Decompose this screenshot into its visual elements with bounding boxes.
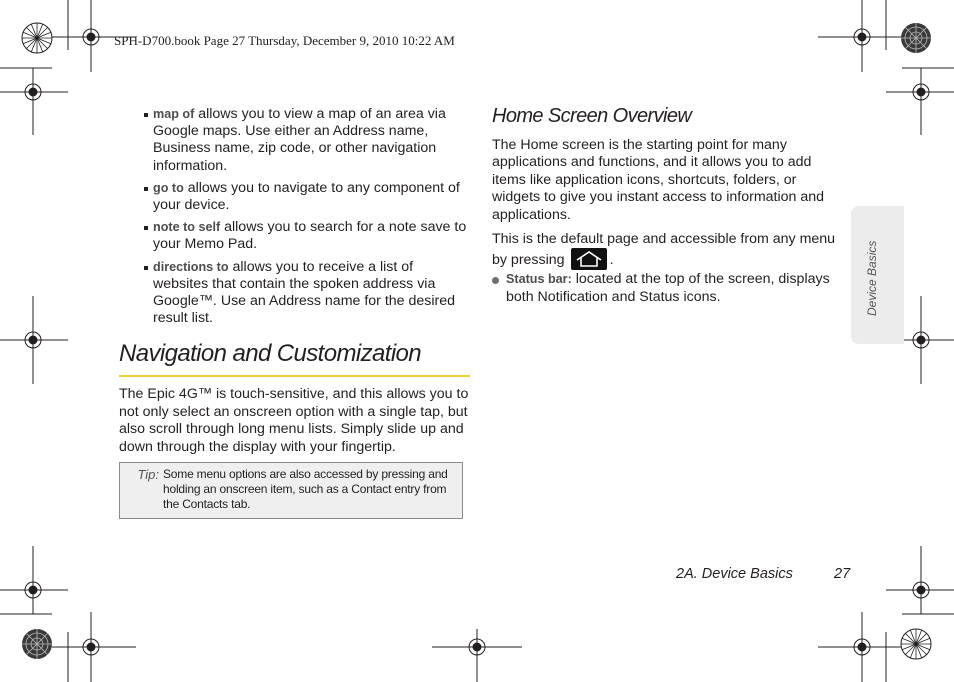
square-bullet-icon bbox=[144, 226, 148, 230]
title-underline bbox=[119, 375, 470, 377]
page-number: 27 bbox=[834, 566, 851, 582]
round-bullet-icon bbox=[492, 277, 499, 284]
feature-bullet-list bbox=[119, 106, 469, 327]
bullet-text: allows you to receive a list of websites that contain the spoken address via Google™. Use an Address name for the desired result list. bbox=[153, 258, 456, 327]
bullet-term: Status bar: bbox=[506, 272, 572, 287]
bullet-term: map of bbox=[153, 107, 195, 121]
square-bullet-icon bbox=[144, 266, 148, 270]
side-tab-label: Device Basics bbox=[865, 240, 879, 316]
list-item bbox=[119, 219, 469, 253]
home-screen-paragraph: The Home screen is the starting point for many applications and functions, and it allows you to add items like application icons, shortcuts, folders, or widgets to give you instant access to information and applications. bbox=[492, 137, 825, 223]
paragraph-text: This is the default page and accessible from any menu by pressing bbox=[492, 231, 836, 269]
bullet-text: allows you to navigate to any component of your device. bbox=[153, 179, 460, 214]
list-item bbox=[492, 271, 844, 306]
bullet-text: allows you to view a map of an area via Google maps. Use either an Address name, Business name, zip code, or other navigation information. bbox=[153, 106, 446, 174]
list-item bbox=[119, 106, 469, 175]
chapter-side-tab bbox=[851, 206, 904, 344]
bullet-text: located at the top of the screen, displays both Notification and Status icons. bbox=[506, 271, 830, 305]
section-title: Navigation and Customization bbox=[119, 340, 422, 368]
subsection-title: Home Screen Overview bbox=[492, 105, 692, 127]
left-column bbox=[119, 106, 469, 519]
paragraph-text-end: . bbox=[609, 252, 614, 269]
tip-box bbox=[119, 462, 463, 519]
right-column bbox=[492, 105, 844, 306]
bullet-term: note to self bbox=[153, 220, 221, 235]
bullet-term: go to bbox=[153, 180, 184, 195]
list-item bbox=[119, 180, 469, 214]
intro-paragraph: The Epic 4G™ is touch-sensitive, and this allows you to not only select an onscreen option with a single tap, but also scroll through long menu lists. Simply slide up and down through the display with your fingertip. bbox=[119, 386, 469, 455]
bullet-text: allows you to search for a note save to your Memo Pad. bbox=[153, 219, 467, 253]
square-bullet-icon bbox=[144, 113, 148, 117]
square-bullet-icon bbox=[144, 187, 148, 191]
print-header: SPH-D700.book Page 27 Thursday, December 9, 2010 10:22 AM bbox=[114, 33, 455, 48]
default-page-paragraph bbox=[492, 231, 844, 270]
tip-label: Tip: bbox=[137, 467, 159, 483]
bullet-term: directions to bbox=[153, 259, 229, 274]
home-key-icon bbox=[571, 248, 607, 270]
list-item bbox=[119, 259, 469, 328]
footer-section-name: 2A. Device Basics bbox=[676, 566, 793, 582]
tip-text: Some menu options are also accessed by pressing and holding an onscreen item, such as a Contact entry from the Contacts tab. bbox=[163, 467, 448, 512]
